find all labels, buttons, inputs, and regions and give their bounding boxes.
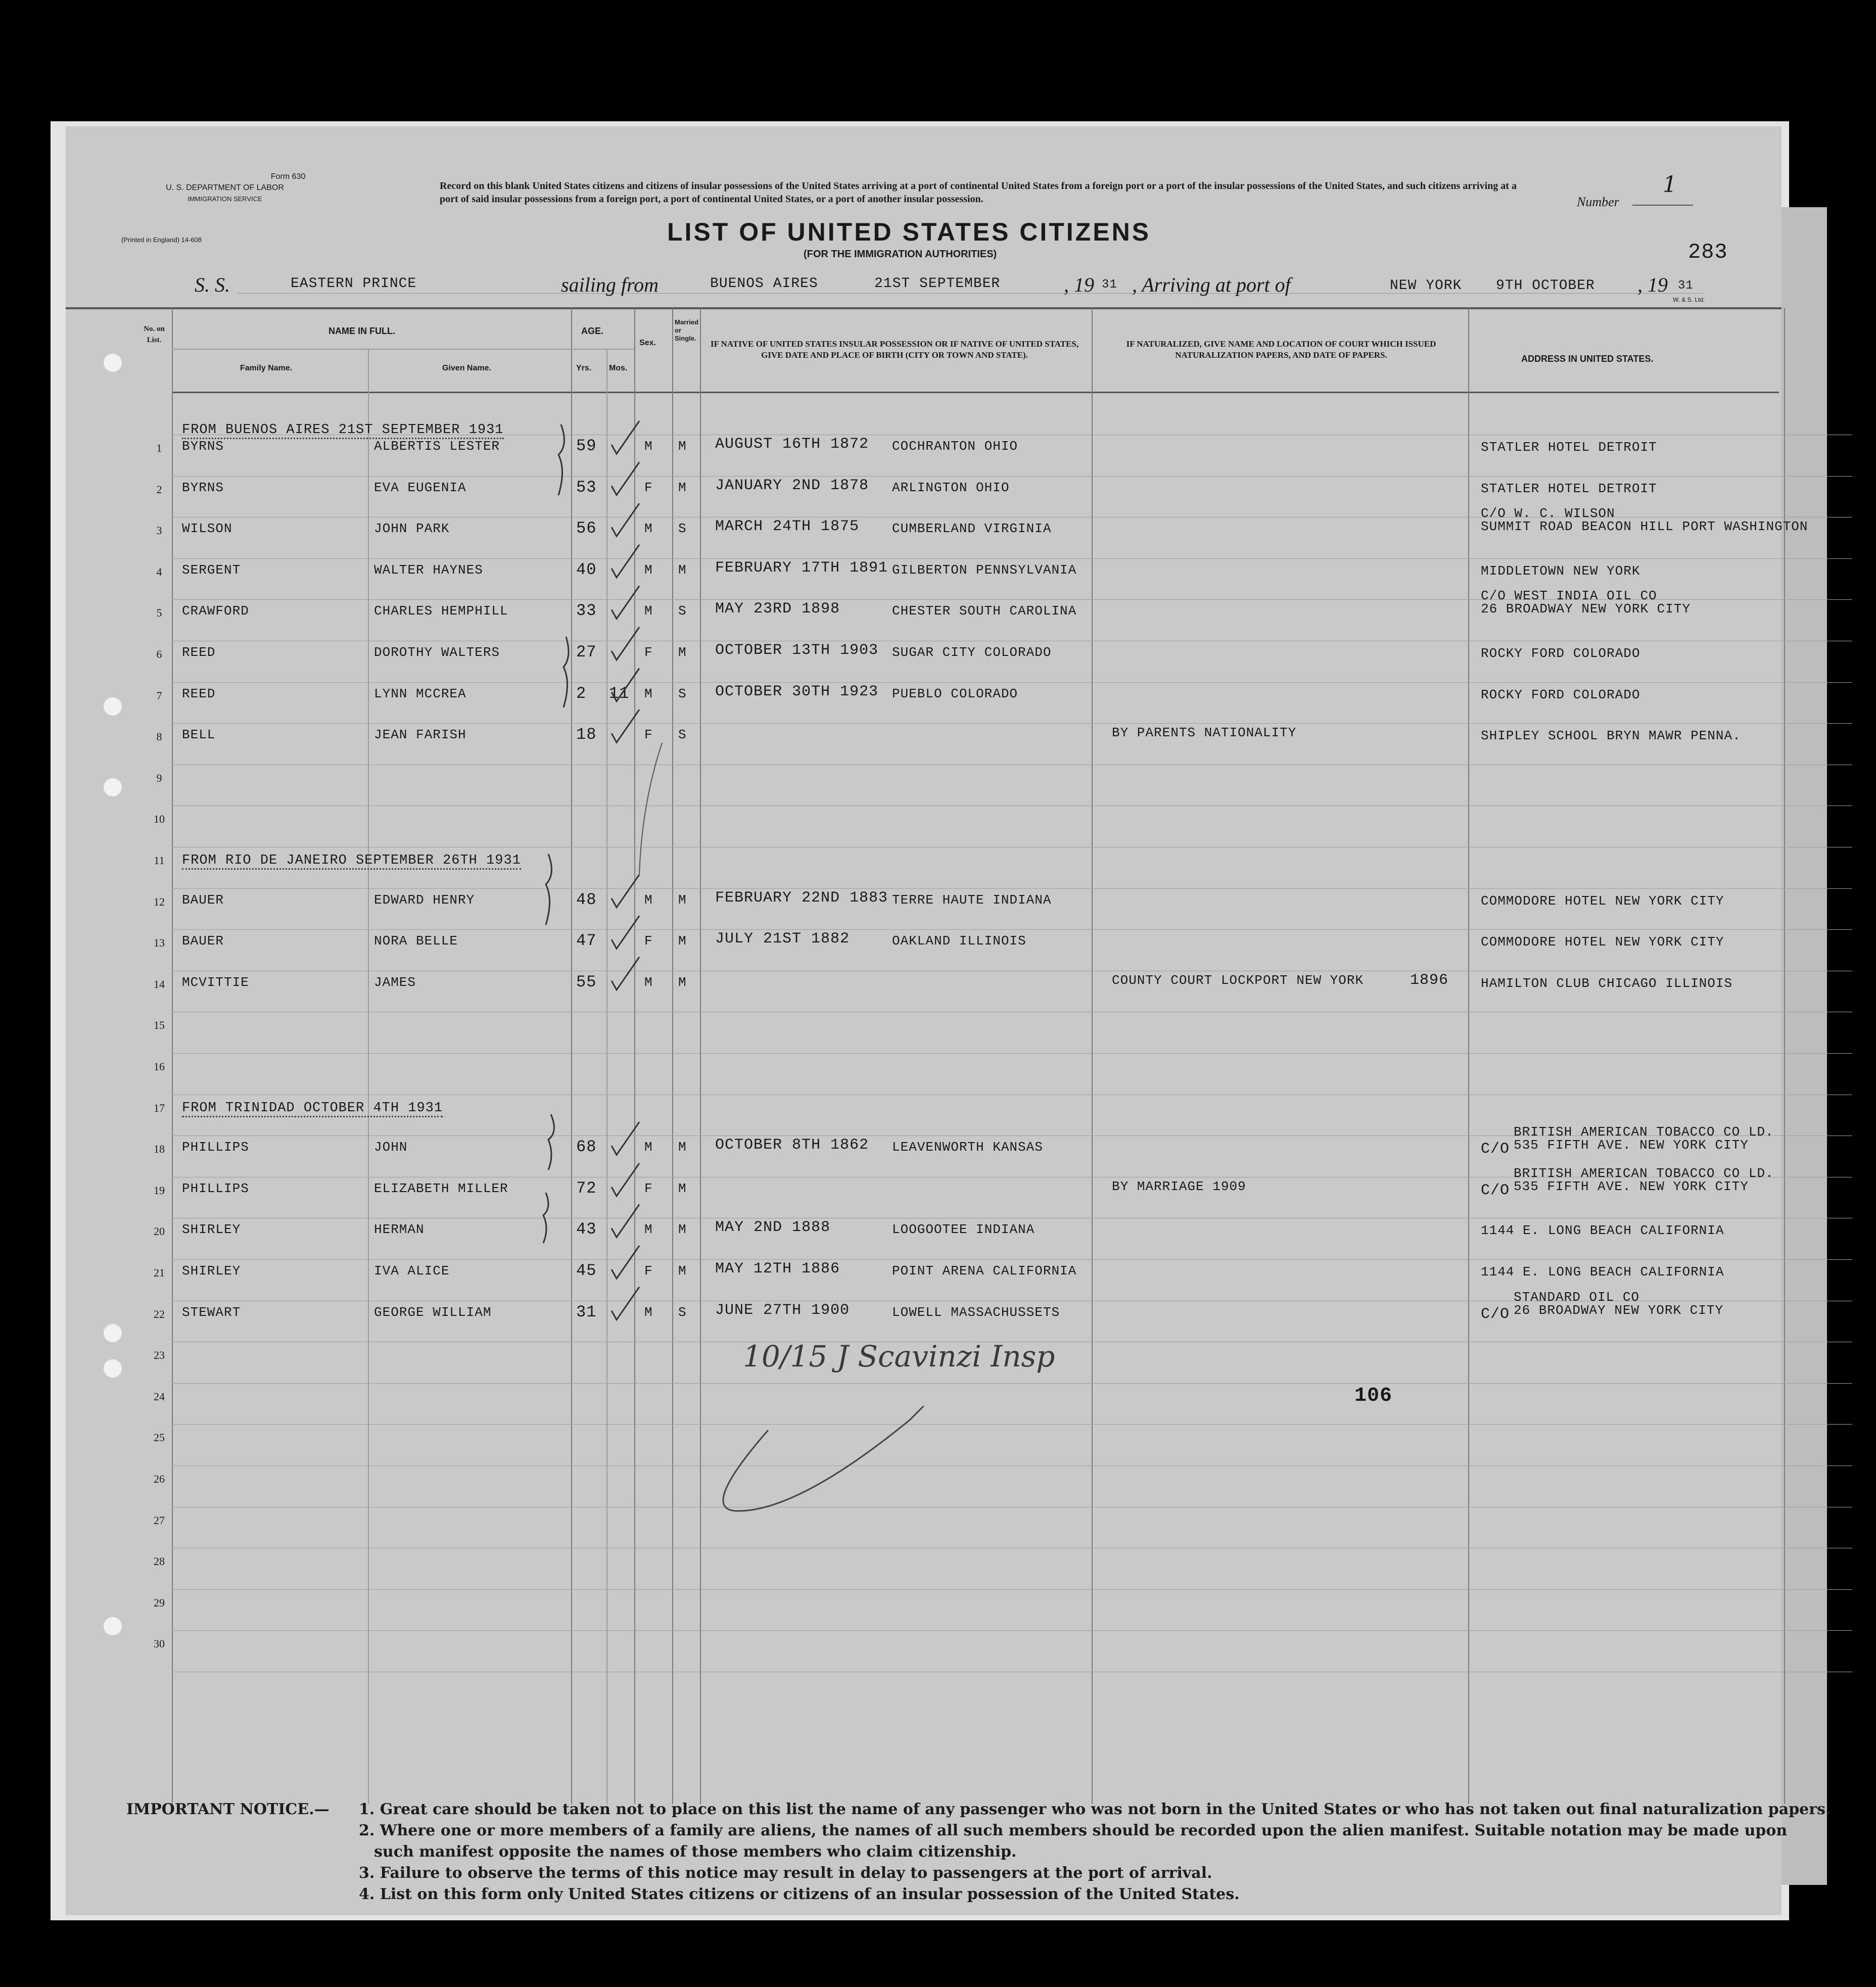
age-years: 56 (576, 519, 597, 538)
check-mark (612, 916, 639, 949)
marital-status: M (678, 1222, 687, 1238)
family-name: STEWART (182, 1304, 241, 1320)
family-name: PHILLIPS (182, 1140, 249, 1155)
signature-flourish (723, 1406, 923, 1511)
ship-name: EASTERN PRINCE (291, 276, 417, 292)
line-number: 3 (156, 524, 162, 537)
line-number: 28 (154, 1555, 165, 1568)
check-mark (612, 627, 639, 660)
birth-date: MAY 23RD 1898 (715, 600, 840, 618)
given-name: HERMAN (374, 1222, 425, 1238)
age-months: 11 (609, 684, 630, 703)
family-name: SERGENT (182, 562, 241, 578)
birth-place: PUEBLO COLORADO (892, 686, 1018, 701)
birth-date: JUNE 27TH 1900 (715, 1301, 850, 1319)
marital-status: S (678, 1304, 687, 1320)
check-mark (612, 1122, 639, 1155)
sex: M (644, 686, 653, 701)
birth-place: CUMBERLAND VIRGINIA (892, 521, 1052, 537)
family-name: BYRNS (182, 480, 224, 495)
birth-place: CHESTER SOUTH CAROLINA (892, 603, 1077, 619)
header-age: AGE. (581, 326, 604, 336)
arrival-date: 9TH OCTOBER (1496, 278, 1595, 294)
line-number: 10 (154, 813, 165, 826)
header-birth: IF NATIVE OF UNITED STATES INSULAR POSSESSION OR IF NATIVE OF UNITED STATES, GIVE DATE AND PLACE OF BIRTH (CITY OR TOWN AND STATE). (710, 339, 1079, 360)
service: IMMIGRATION SERVICE (187, 195, 262, 203)
birth-place: COCHRANTON OHIO (892, 439, 1018, 454)
marital-status: M (678, 1180, 687, 1196)
notice-item-2: 2. Where one or more members of a family are aliens, the names of all such members should be recorded upon the alien manifest. Suitable notation may be made upon (359, 1822, 1788, 1839)
address: 1144 E. LONG BEACH CALIFORNIA (1481, 1223, 1724, 1239)
given-name: NORA BELLE (374, 933, 458, 949)
address: HAMILTON CLUB CHICAGO ILLINOIS (1481, 975, 1733, 991)
line-number: 5 (156, 606, 162, 620)
family-name: PHILLIPS (182, 1180, 249, 1196)
punch-hole (104, 1359, 122, 1378)
departure-date: 21ST SEPTEMBER (874, 276, 1001, 292)
birth-date: FEBRUARY 17TH 1891 (715, 559, 888, 577)
address: COMMODORE HOTEL NEW YORK CITY (1481, 934, 1724, 950)
check-mark (612, 1287, 639, 1320)
care-of: C/O (1481, 1141, 1510, 1158)
birth-date: JULY 21ST 1882 (715, 930, 850, 948)
birth-place: SUGAR CITY COLORADO (892, 645, 1052, 660)
given-name: DOROTHY WALTERS (374, 645, 500, 660)
family-name: REED (182, 645, 216, 660)
line-number: 15 (154, 1019, 165, 1032)
line-number: 14 (154, 977, 165, 990)
line-number: 22 (154, 1307, 165, 1320)
address-line-2: 26 BROADWAY NEW YORK CITY (1514, 1302, 1724, 1318)
notice-label: IMPORTANT NOTICE.— (126, 1801, 330, 1818)
birth-date: OCTOBER 30TH 1923 (715, 683, 879, 700)
line-number: 13 (154, 936, 165, 950)
age-years: 43 (576, 1220, 597, 1239)
header-naturalized: IF NATURALIZED, GIVE NAME AND LOCATION OF COURT WHICH ISSUED NATURALIZATION PAPERS, AND DATE OF PAPERS. (1126, 339, 1436, 360)
department: U. S. DEPARTMENT OF LABOR (166, 183, 284, 192)
naturalization: BY MARRIAGE 1909 (1112, 1178, 1246, 1194)
check-marks (66, 126, 1781, 1915)
given-name: JOHN PARK (374, 521, 450, 537)
address: STANDARD OIL CO (1514, 1289, 1640, 1305)
line-number: 2 (156, 483, 162, 496)
sex: M (644, 439, 653, 454)
sex: F (644, 933, 653, 949)
check-mark (612, 462, 639, 495)
naturalization: BY PARENTS NATIONALITY (1112, 725, 1297, 741)
age-years: 53 (576, 478, 597, 497)
age-years: 72 (576, 1178, 597, 1198)
departure-year-prefix: , 19 (1064, 273, 1094, 296)
address: C/O WEST INDIA OIL CO (1481, 588, 1657, 604)
address-line-2: SUMMIT ROAD BEACON HILL PORT WASHINGTON (1481, 519, 1808, 535)
check-mark (612, 503, 639, 536)
given-name: EVA EUGENIA (374, 480, 466, 495)
given-name: WALTER HAYNES (374, 562, 483, 578)
line-number: 1 (156, 442, 162, 454)
birth-date: OCTOBER 8TH 1862 (715, 1137, 869, 1154)
header-yrs: Yrs. (576, 364, 592, 372)
address: SHIPLEY SCHOOL BRYN MAWR PENNA. (1481, 728, 1741, 744)
address: BRITISH AMERICAN TOBACCO CO LD. (1514, 1124, 1774, 1140)
sex: M (644, 1304, 653, 1320)
notice-item-2-cont: such manifest opposite the names of those members who claim citizenship. (374, 1843, 1017, 1861)
check-mark (612, 421, 639, 454)
sex: M (644, 892, 653, 908)
birth-place: POINT ARENA CALIFORNIA (892, 1263, 1077, 1279)
ss-label: S. S. (195, 273, 230, 296)
check-mark (612, 709, 639, 742)
birth-place: GILBERTON PENNSYLVANIA (892, 562, 1077, 578)
marital-status: S (678, 727, 687, 743)
birth-date: FEBRUARY 22ND 1883 (715, 889, 888, 907)
sex: F (644, 1180, 653, 1196)
birth-place: LOOGOOTEE INDIANA (892, 1222, 1035, 1238)
line-number: 27 (154, 1513, 165, 1527)
punch-hole (104, 1617, 122, 1635)
birth-date: OCTOBER 13TH 1903 (715, 642, 879, 659)
line-number: 19 (154, 1184, 165, 1197)
sex: M (644, 562, 653, 578)
marital-status: M (678, 1263, 687, 1279)
punch-hole (104, 354, 122, 372)
marital-status: M (678, 480, 687, 495)
punch-hole (104, 697, 122, 716)
address: STATLER HOTEL DETROIT (1481, 481, 1657, 496)
address: BRITISH AMERICAN TOBACCO CO LD. (1514, 1165, 1774, 1181)
line-number: 23 (154, 1349, 165, 1362)
line-number: 25 (154, 1431, 165, 1444)
address: COMMODORE HOTEL NEW YORK CITY (1481, 893, 1724, 909)
marital-status: M (678, 439, 687, 454)
header-family: Family Name. (240, 364, 293, 372)
age-years: 33 (576, 601, 597, 621)
check-mark (612, 1204, 639, 1237)
line-number: 30 (154, 1637, 165, 1650)
given-name: JEAN FARISH (374, 727, 466, 743)
sex: M (644, 603, 653, 619)
form-subtitle: (FOR THE IMMIGRATION AUTHORITIES) (804, 249, 997, 260)
form-number: Form 630 (270, 172, 306, 181)
birth-date: MARCH 24TH 1875 (715, 518, 860, 536)
address-line-2: 535 FIFTH AVE. NEW YORK CITY (1514, 1138, 1749, 1153)
line-number: 16 (154, 1060, 165, 1073)
marital-status: M (678, 1140, 687, 1155)
notice-item-1: 1. Great care should be taken not to place on this list the name of any passenger who was not born in the United States or who has not taken out final naturalization papers. (359, 1801, 1831, 1818)
arrival-port: NEW YORK (1390, 278, 1462, 294)
sex: F (644, 645, 653, 660)
age-years: 55 (576, 972, 597, 991)
given-name: EDWARD HENRY (374, 892, 475, 908)
arrival-year: 31 (1678, 279, 1694, 293)
section-header: FROM TRINIDAD OCTOBER 4TH 1931 (182, 1101, 443, 1117)
arrival-year-prefix: , 19 (1637, 273, 1668, 296)
line-number: 20 (154, 1225, 165, 1238)
age-years: 47 (576, 931, 597, 951)
given-name: ALBERTIS LESTER (374, 439, 500, 454)
check-mark (612, 1246, 639, 1279)
header-married: Married or Single. (675, 318, 698, 342)
care-of: C/O (1481, 1305, 1510, 1323)
record-instruction: Record on this blank United States citizens and citizens of insular possessions of the United States arriving at a port of continental United States from a foreign port or a port of the insular possessions of the United States, and such citizens arriving at a port of said insular possessions from a foreign port, a port of continental United States, or a port of another insular possession. (440, 180, 1517, 205)
family-braces (543, 424, 569, 1243)
marital-status: S (678, 521, 687, 537)
printer-mark: W. & S. Ltd. (1673, 296, 1705, 303)
check-mark (612, 875, 639, 908)
line-number: 26 (154, 1473, 165, 1485)
line-number: 7 (156, 689, 162, 702)
line-number: 18 (154, 1143, 165, 1156)
address-line-2: 26 BROADWAY NEW YORK CITY (1481, 601, 1691, 617)
check-mark (612, 545, 639, 578)
check-mark (612, 957, 639, 990)
header-sex: Sex. (639, 339, 656, 347)
line-number: 12 (154, 895, 165, 908)
birth-date: MAY 2ND 1888 (715, 1219, 831, 1237)
address: MIDDLETOWN NEW YORK (1481, 563, 1640, 579)
marital-status: M (678, 933, 687, 949)
page-stamp: 283 (1688, 240, 1728, 264)
sex: M (644, 1222, 653, 1238)
age-years: 18 (576, 725, 597, 744)
printed-note: (Printed in England) 14-608 (121, 236, 202, 244)
family-name: BYRNS (182, 439, 224, 454)
birth-place: OAKLAND ILLINOIS (892, 933, 1026, 949)
punch-hole (104, 778, 122, 796)
sailing-label: sailing from (561, 273, 659, 296)
marital-status: M (678, 892, 687, 908)
age-years: 59 (576, 437, 597, 455)
line-number: 29 (154, 1596, 165, 1609)
given-name: LYNN MCCREA (374, 686, 466, 701)
inspector-signature: 10/15 J Scavinzi Insp (743, 1339, 1055, 1374)
marital-status: S (678, 686, 687, 701)
line-number: 21 (154, 1266, 165, 1279)
given-name: CHARLES HEMPHILL (374, 603, 508, 619)
sex: M (644, 974, 653, 990)
given-name: JOHN (374, 1140, 408, 1155)
age-years: 48 (576, 890, 597, 909)
departure-port: BUENOS AIRES (710, 276, 818, 292)
number-value: 1 (1663, 172, 1677, 198)
age-years: 40 (576, 560, 597, 579)
family-name: SHIRLEY (182, 1263, 241, 1279)
line-number: 6 (156, 648, 162, 660)
section-header: FROM RIO DE JANEIRO SEPTEMBER 26TH 1931 (182, 853, 521, 870)
header-address: ADDRESS IN UNITED STATES. (1521, 354, 1654, 364)
adjacent-sheet-edge (1779, 207, 1827, 1885)
age-years: 31 (576, 1302, 597, 1321)
address: STATLER HOTEL DETROIT (1481, 440, 1657, 455)
check-mark (612, 586, 639, 619)
line-number: 24 (154, 1390, 165, 1403)
line-number: 11 (154, 854, 165, 867)
line-number: 8 (156, 730, 162, 743)
marital-status: M (678, 974, 687, 990)
age-years: 68 (576, 1138, 597, 1157)
family-name: CRAWFORD (182, 603, 249, 619)
given-name: JAMES (374, 974, 416, 990)
notice-item-4: 4. List on this form only United States citizens or citizens of an insular possession of the United States. (359, 1885, 1240, 1903)
section-header: FROM BUENOS AIRES 21ST SEPTEMBER 1931 (182, 422, 504, 439)
marital-status: M (678, 562, 687, 578)
family-name: SHIRLEY (182, 1222, 241, 1238)
naturalization-year: 1896 (1410, 971, 1449, 989)
naturalization: COUNTY COURT LOCKPORT NEW YORK (1112, 972, 1364, 988)
birth-date: AUGUST 16TH 1872 (715, 436, 869, 453)
header-given: Given Name. (442, 364, 491, 372)
family-name: BELL (182, 727, 216, 743)
given-name: GEORGE WILLIAM (374, 1304, 492, 1320)
notice-item-3: 3. Failure to observe the terms of this notice may result in delay to passengers at the port of arrival. (359, 1864, 1212, 1882)
departure-year: 31 (1102, 278, 1117, 292)
birth-place: ARLINGTON OHIO (892, 480, 1010, 495)
marital-status: M (678, 645, 687, 660)
family-name: REED (182, 686, 216, 701)
punch-hole (104, 1324, 122, 1342)
header-no: No. on List. (144, 325, 165, 344)
arriving-label: , Arriving at port of (1132, 273, 1291, 296)
address: ROCKY FORD COLORADO (1481, 646, 1640, 661)
family-name: BAUER (182, 892, 224, 908)
header-name: NAME IN FULL. (329, 326, 395, 336)
form-title: LIST OF UNITED STATES CITIZENS (667, 218, 1151, 246)
address: 1144 E. LONG BEACH CALIFORNIA (1481, 1264, 1724, 1280)
line-number: 9 (156, 771, 162, 784)
given-name: IVA ALICE (374, 1263, 450, 1279)
marital-status: S (678, 603, 687, 619)
address: C/O W. C. WILSON (1481, 506, 1615, 522)
sex: M (644, 521, 653, 537)
care-of: C/O (1481, 1181, 1510, 1199)
family-name: BAUER (182, 933, 224, 949)
age-years: 27 (576, 643, 597, 661)
age-years: 45 (576, 1261, 597, 1280)
stamp-number: 106 (1354, 1385, 1393, 1407)
age-years: 2 (576, 684, 587, 703)
sex: F (644, 1263, 653, 1279)
check-mark (612, 1163, 639, 1196)
birth-place: LOWELL MASSACHUSSETS (892, 1304, 1060, 1320)
line-number: 17 (154, 1101, 165, 1114)
address-line-2: 535 FIFTH AVE. NEW YORK CITY (1514, 1178, 1749, 1194)
number-label: Number (1577, 195, 1619, 209)
birth-date: JANUARY 2ND 1878 (715, 477, 869, 494)
sex: F (644, 727, 653, 743)
family-name: WILSON (182, 521, 232, 537)
sex: M (644, 1140, 653, 1155)
birth-place: LEAVENWORTH KANSAS (892, 1140, 1043, 1155)
check-mark (612, 669, 639, 701)
header-mos: Mos. (609, 364, 628, 372)
sex: F (644, 480, 653, 495)
manifest-page (66, 126, 1831, 1915)
birth-place: TERRE HAUTE INDIANA (892, 892, 1052, 908)
family-name: MCVITTIE (182, 974, 249, 990)
line-number: 4 (156, 565, 162, 578)
address: ROCKY FORD COLORADO (1481, 687, 1640, 702)
birth-date: MAY 12TH 1886 (715, 1260, 840, 1278)
given-name: ELIZABETH MILLER (374, 1180, 508, 1196)
